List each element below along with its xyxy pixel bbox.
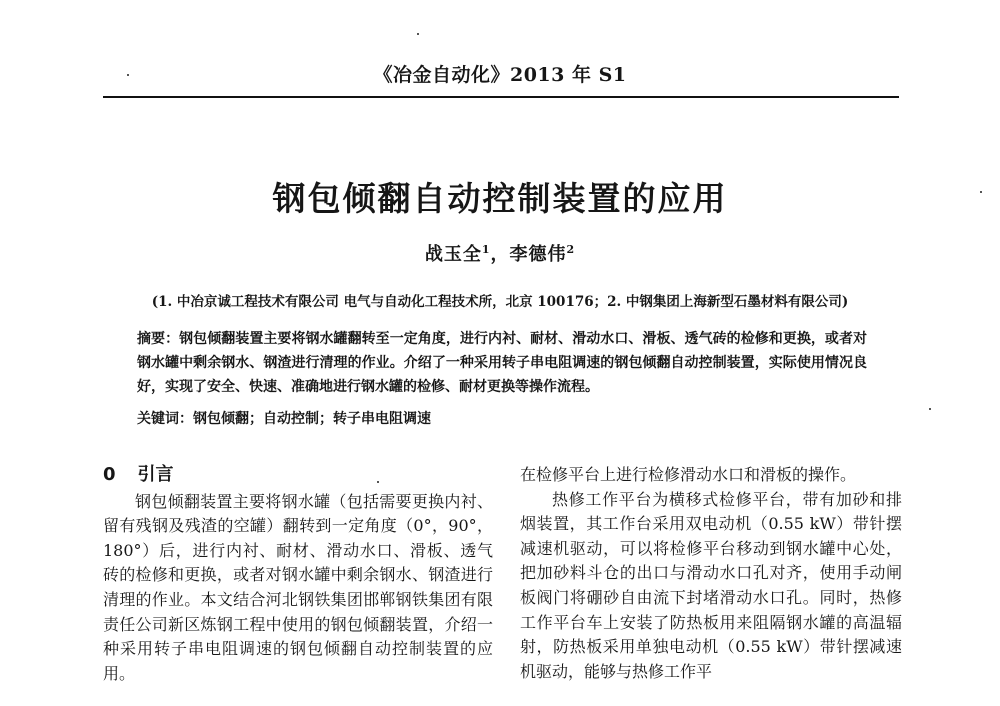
body-column-right <box>520 463 902 684</box>
abstract-label: 摘要： <box>137 331 180 347</box>
scan-speck <box>929 408 931 410</box>
keywords-text: 钢包倾翻；自动控制；转子串电阻调速 <box>193 411 431 427</box>
body-paragraph: 在检修平台上进行检修滑动水口和滑板的操作。 <box>520 465 857 484</box>
keywords-label: 关键词： <box>137 411 193 427</box>
section-heading <box>103 463 493 488</box>
author-name: 李德伟 <box>509 244 567 265</box>
affiliations: (1. 中冶京诚工程技术有限公司 电气与自动化工程技术所，北京 100176；2. 中钢集团上海新型石墨材料有限公司) <box>151 294 849 310</box>
author-name: 战玉全 <box>424 244 482 265</box>
affiliation-mark: 2 <box>566 243 576 256</box>
scan-speck <box>417 33 419 35</box>
abstract-text: 钢包倾翻装置主要将钢水罐翻转至一定角度，进行内衬、耐材、滑动水口、滑板、透气砖的检修和更换，或者对钢水罐中剩余钢水、钢渣进行清理的作业。介绍了一种采用转子串电阻调速的钢包倾翻自动控制装置，实际使用情况良好，实现了安全、快速、准确地进行钢水罐的检修、耐材更换等操作流程。 <box>137 331 868 395</box>
body-column-left <box>103 463 493 686</box>
paper-title: 钢包倾翻自动控制装置的应用 <box>272 179 728 218</box>
journal-header: 《冶金自动化》2013 年 S1 <box>373 64 627 86</box>
body-paragraph: 热修工作平台为横移式检修平台，带有加砂和排烟装置，其工作台采用双电动机（0.55 kW）带针摆减速机驱动，可以将检修平台移动到钢水罐中心处，把加砂料斗仓的出口与滑动水口孔对齐，使用手动闸板阀门将硼砂自由流下封堵滑动水口孔。同时，热修工作平台车上安装了防热板用来阻隔钢水罐的高温辐射，防热板采用单独电动机（0.55 kW）带针摆减速机驱动，能够与热修工作平 <box>520 489 902 681</box>
author-separator: ， <box>490 244 510 265</box>
keywords <box>137 408 867 428</box>
author-line <box>0 240 1000 266</box>
section-title: 引言 <box>137 464 174 485</box>
section-number: 0 <box>103 464 116 485</box>
abstract <box>137 327 867 399</box>
header-rule <box>103 96 899 98</box>
body-paragraph: 钢包倾翻装置主要将钢水罐（包括需要更换内衬、留有残钢及残渣的空罐）翻转到一定角度（0°，90°，180°）后，进行内衬、耐材、滑动水口、滑板、透气砖的检修和更换，或者对钢水罐中剩余钢水、钢渣进行清理的作业。本文结合河北钢铁集团邯郸钢铁集团有限责任公司新区炼钢工程中使用的钢包倾翻装置，介绍一种采用转子串电阻调速的钢包倾翻自动控制装置的应用。 <box>103 491 493 683</box>
affiliation-mark: 1 <box>481 243 491 256</box>
